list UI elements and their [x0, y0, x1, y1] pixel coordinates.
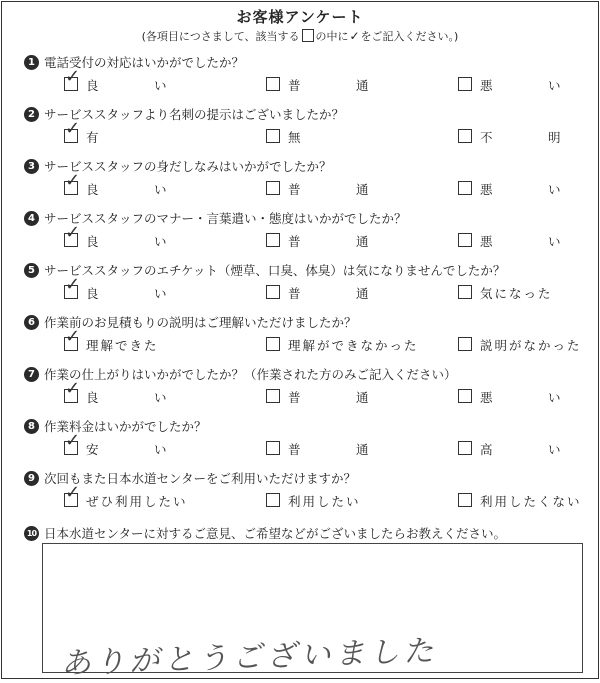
question-number: 5 — [24, 263, 39, 278]
option-label-part: 良 — [86, 182, 99, 197]
option-checkbox[interactable] — [266, 231, 386, 249]
option-label: 気になった — [480, 286, 553, 301]
option-checkbox[interactable] — [266, 75, 386, 93]
checkbox-sample-icon — [302, 29, 314, 42]
option-checkbox[interactable] — [64, 430, 184, 457]
checkbox-icon[interactable] — [458, 337, 472, 351]
option-label-part: い — [154, 286, 167, 301]
checkbox-icon[interactable] — [266, 77, 280, 91]
question-text: サービススタッフのマナー・言葉遣い・態度はいかがでしたか？ — [44, 211, 407, 226]
option-label-part: 良 — [86, 234, 99, 249]
option-checkbox[interactable] — [64, 118, 184, 145]
option-label-part: 通 — [356, 234, 369, 249]
option-checkbox[interactable] — [266, 387, 386, 405]
instructions — [2, 28, 598, 44]
option-checkbox[interactable] — [266, 179, 386, 197]
option-checkbox[interactable] — [458, 75, 578, 93]
checkbox-icon[interactable] — [458, 389, 472, 403]
question-number: 3 — [24, 159, 39, 174]
option-checkbox[interactable] — [458, 491, 582, 509]
question-text: サービススタッフより名刺の提示はございましたか？ — [44, 107, 345, 122]
option-label-part: い — [154, 78, 167, 93]
option-checkbox[interactable] — [458, 127, 578, 145]
question-text: 次回もまた日本水道センターをご利用いただけますか？ — [44, 471, 357, 486]
option-label-part: い — [548, 390, 561, 405]
checkbox-icon[interactable] — [458, 493, 472, 507]
option-label-part: い — [548, 182, 561, 197]
option-checkbox[interactable] — [266, 127, 386, 145]
option-checkbox[interactable] — [458, 335, 582, 353]
option-label: 利用したくない — [480, 494, 582, 509]
checkbox-icon[interactable] — [266, 233, 280, 247]
checkmark-sample-icon: ✓ — [349, 29, 360, 43]
checkmark-icon: ✓ — [65, 118, 81, 139]
option-label-part: 明 — [548, 130, 561, 145]
checkbox-icon[interactable] — [458, 77, 472, 91]
question-number: 9 — [24, 471, 39, 486]
option-checkbox[interactable] — [64, 66, 184, 93]
checkbox-icon[interactable] — [458, 441, 472, 455]
option-label: 利用したい — [288, 494, 361, 509]
question-text: サービススタッフのエチケット（煙草、口臭、体臭）は気になりませんでしたか？ — [44, 263, 506, 278]
question-8 — [2, 417, 598, 469]
checkmark-icon: ✓ — [65, 326, 81, 347]
question-number: 4 — [24, 211, 39, 226]
checkmark-icon: ✓ — [65, 170, 81, 191]
checkbox-icon[interactable] — [458, 285, 472, 299]
option-checkbox[interactable] — [458, 283, 578, 301]
option-checkbox[interactable] — [64, 326, 184, 353]
option-label-part: 通 — [356, 390, 369, 405]
question-text: 日本水道センターに対するご意見、ご希望などがございましたらお教えください。 — [44, 526, 507, 541]
option-label-part: 安 — [86, 442, 99, 457]
option-label: 理解できた — [86, 338, 159, 353]
question-1 — [2, 53, 598, 105]
checkbox-icon[interactable] — [458, 129, 472, 143]
checkmark-icon: ✓ — [65, 482, 81, 503]
option-label-part: 通 — [356, 286, 369, 301]
option-checkbox[interactable] — [64, 482, 188, 509]
checkbox-icon[interactable] — [458, 181, 472, 195]
option-label-part: い — [154, 234, 167, 249]
option-label-part: い — [548, 78, 561, 93]
option-checkbox[interactable] — [266, 283, 386, 301]
option-label: ぜひ利用したい — [86, 494, 188, 509]
option-label-part: い — [548, 234, 561, 249]
option-label-part: い — [154, 442, 167, 457]
option-checkbox[interactable] — [266, 335, 419, 353]
checkmark-icon: ✓ — [65, 222, 81, 243]
option-label-part: 普 — [288, 286, 301, 301]
option-label-part: い — [548, 442, 561, 457]
option-label-part: 通 — [356, 78, 369, 93]
option-label-part: 良 — [86, 78, 99, 93]
question-number: 1 — [24, 55, 39, 70]
question-number: 7 — [24, 367, 39, 382]
option-checkbox[interactable] — [458, 387, 578, 405]
question-4 — [2, 209, 598, 261]
instructions-suffix: をご記入ください。) — [360, 30, 459, 43]
option-checkbox[interactable] — [64, 378, 184, 405]
checkbox-icon[interactable] — [266, 337, 280, 351]
question-text: サービススタッフの身だしなみはいかがでしたか？ — [44, 159, 332, 174]
checkmark-icon: ✓ — [65, 378, 81, 399]
option-checkbox[interactable] — [458, 439, 578, 457]
checkbox-icon[interactable] — [266, 285, 280, 299]
question-number: 2 — [24, 107, 39, 122]
checkbox-icon[interactable] — [266, 441, 280, 455]
option-checkbox[interactable] — [458, 179, 578, 197]
option-label: 理解ができなかった — [288, 338, 419, 353]
option-label-part: 普 — [288, 442, 301, 457]
option-label-part: 普 — [288, 390, 301, 405]
question-6 — [2, 313, 598, 365]
option-label-part: 悪 — [480, 182, 493, 197]
option-label-part: 不 — [480, 130, 493, 145]
checkbox-icon[interactable] — [266, 389, 280, 403]
option-label-part: 普 — [288, 78, 301, 93]
question-2 — [2, 105, 598, 157]
instructions-middle: の中に — [315, 30, 349, 43]
handwritten-comment: ありがとうございました — [59, 633, 443, 682]
option-checkbox[interactable] — [64, 222, 184, 249]
checkbox-icon[interactable] — [458, 233, 472, 247]
option-label-part: 有 — [86, 130, 99, 145]
option-label-part: い — [154, 390, 167, 405]
question-3 — [2, 157, 598, 209]
question-text: 作業料金はいかがでしたか？ — [44, 419, 207, 434]
option-label-part: い — [154, 182, 167, 197]
option-label-part: 普 — [288, 234, 301, 249]
option-checkbox[interactable] — [64, 274, 184, 301]
checkbox-icon[interactable] — [266, 493, 280, 507]
comment-field[interactable] — [42, 543, 583, 682]
option-checkbox[interactable] — [266, 491, 386, 509]
question-number: 10 — [24, 526, 39, 541]
option-label-part: 悪 — [480, 390, 493, 405]
question-number: 6 — [24, 315, 39, 330]
option-label-part: 高 — [480, 442, 493, 457]
question-5 — [2, 261, 598, 313]
checkbox-icon[interactable] — [266, 181, 280, 195]
checkmark-icon: ✓ — [65, 66, 81, 87]
option-checkbox[interactable] — [458, 231, 578, 249]
form-title: お客様アンケート — [236, 8, 364, 26]
option-label-part: 悪 — [480, 78, 493, 93]
question-text: 作業前のお見積もりの説明はご理解いただけましたか？ — [44, 315, 357, 330]
instructions-prefix: (各項目につさまして、該当する — [141, 30, 300, 43]
option-label-part: 通 — [356, 182, 369, 197]
option-label: 説明がなかった — [480, 338, 582, 353]
checkbox-icon[interactable] — [266, 129, 280, 143]
option-label-part: 良 — [86, 286, 99, 301]
question-number: 8 — [24, 419, 39, 434]
option-label-part: 悪 — [480, 234, 493, 249]
survey-form — [1, 1, 599, 682]
option-checkbox[interactable] — [266, 439, 386, 457]
question-text: 作業の仕上がりはいかがでしたか？（作業された方のみご記入ください） — [44, 367, 457, 382]
checkmark-icon: ✓ — [65, 274, 81, 295]
question-7 — [2, 365, 598, 417]
question-text: 電話受付の対応はいかがでしたか？ — [44, 55, 245, 70]
option-checkbox[interactable] — [64, 170, 184, 197]
option-label-part: 普 — [288, 182, 301, 197]
question-9 — [2, 469, 598, 521]
checkmark-icon: ✓ — [65, 430, 81, 451]
option-label-part: 良 — [86, 390, 99, 405]
option-label-part: 無 — [288, 130, 301, 145]
option-label-part: 通 — [356, 442, 369, 457]
